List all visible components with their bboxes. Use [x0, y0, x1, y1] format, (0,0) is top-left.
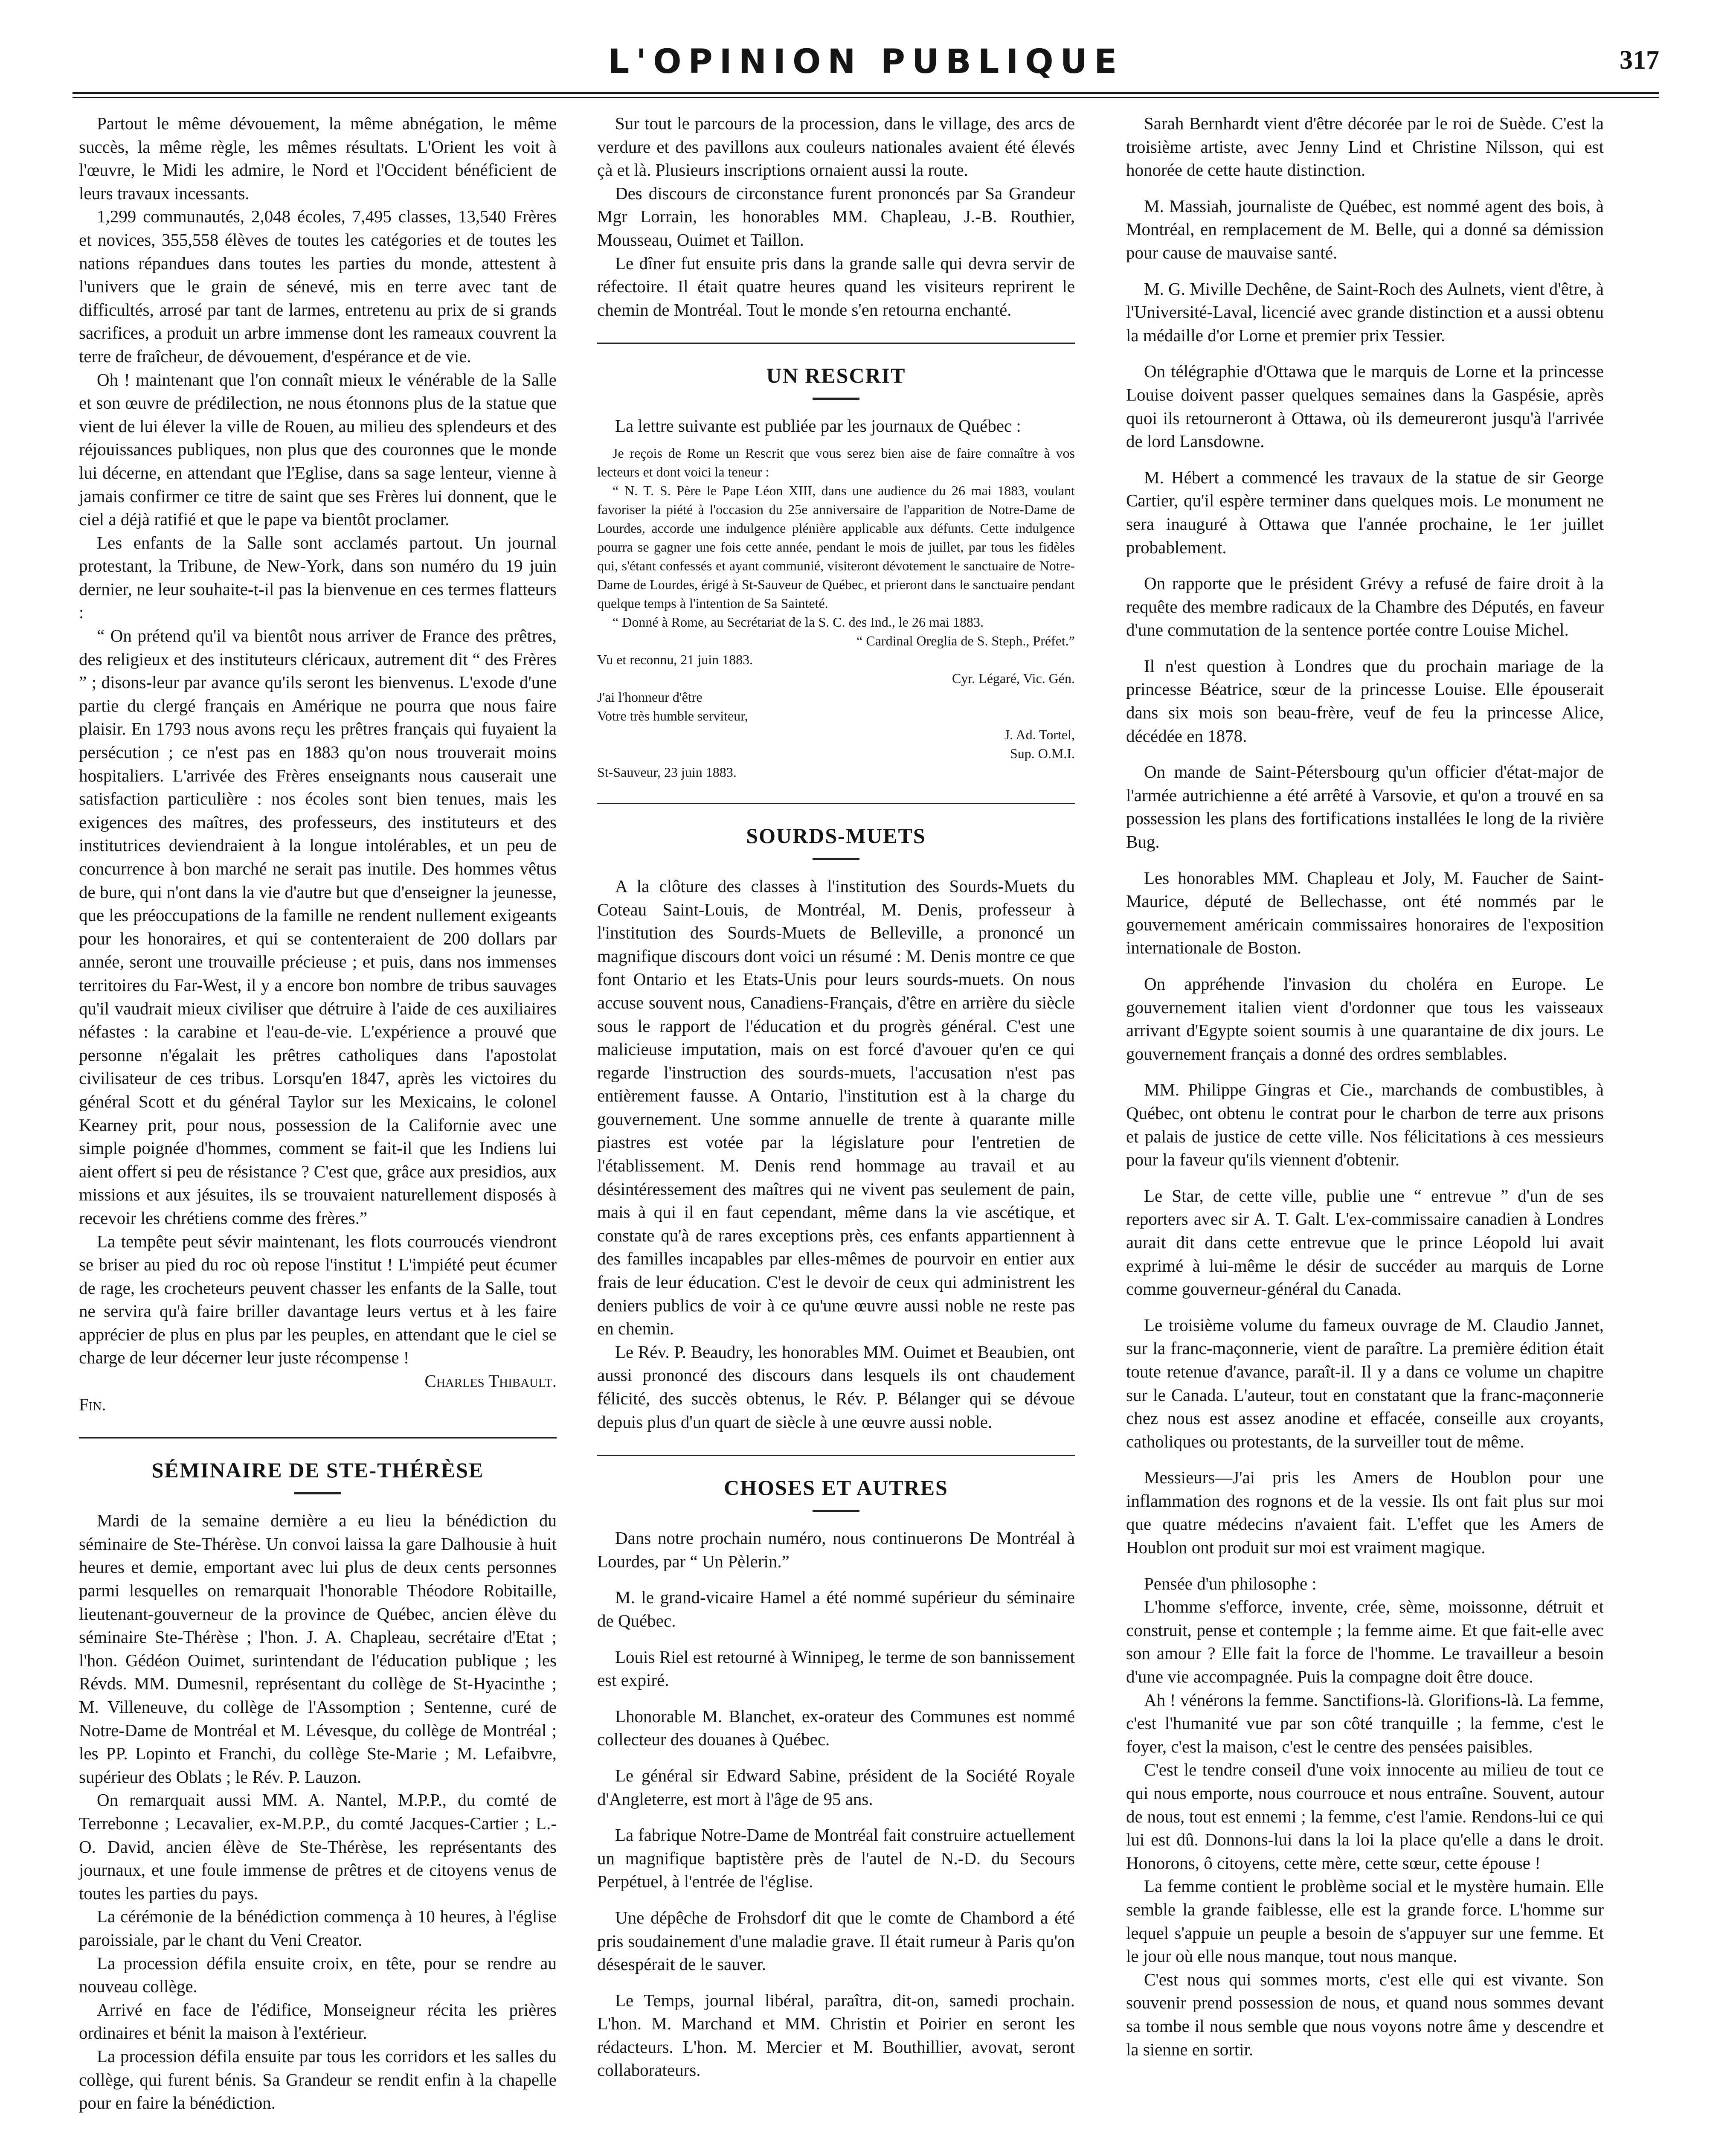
- page-number: 317: [1620, 46, 1659, 75]
- article-paragraph: Des discours de circonstance furent prononcés par Sa Grandeur Mgr Lorrain, les honorables MM. Chapleau, J.-B. Routhier, Mousseau, Ouimet et Taillon.: [597, 183, 1075, 250]
- section-title: CHOSES ET AUTRES: [724, 1476, 948, 1500]
- news-item: Une dépêche de Frohsdorf dit que le comte de Chambord a été pris soudainement d'une maladie grave. Il était rumeur à Paris qu'on désespérait de le sauver.: [597, 1907, 1075, 1974]
- news-item: Lhonorable M. Blanchet, ex-orateur des Communes est nommé collecteur des douanes à Québec.: [597, 1706, 1075, 1749]
- section-title: UN RESCRIT: [766, 363, 906, 388]
- news-item: Il n'est question à Londres que du prochain mariage de la princesse Béatrice, sœur de la princesse Louise. Elle épouserait dans six mois son beau-frère, veuf de feu la princesse Alice, décédée en 1878.: [1126, 656, 1604, 746]
- column-middle: [597, 112, 1075, 2082]
- article-paragraph: 1,299 communautés, 2,048 écoles, 7,495 classes, 13,540 Frères et novices, 355,558 élèves de toutes les catégories et de toutes les nations répandues dans toutes les parties du monde, attestent à l'univers que le grain de sénevé, mis en terre avec tant de difficultés, arrosé par tant de larmes, entretenu au prix de si grands sacrifices, a produit un arbre immense dont les rameaux couvrent la terre de fraîcheur, de dévouement, d'espérance et de vie.: [79, 206, 557, 366]
- news-item: Messieurs—J'ai pris les Amers de Houblon pour une inflammation des rognons et de la vessie. Ils ont fait plus sur moi que quatre médecins n'avaient fait. L'effet que les Amers de Houblon ont produit sur moi est vraiment magique.: [1126, 1468, 1604, 1558]
- letter-block: [597, 444, 1075, 782]
- title-underline: [813, 398, 859, 400]
- column-right: [1126, 112, 1604, 2061]
- news-item: Dans notre prochain numéro, nous continuerons De Montréal à Lourdes, par “ Un Pèlerin.”: [597, 1528, 1075, 1571]
- cardinal-signature: “ Cardinal Oreglia de S. Steph., Préfet.”: [856, 633, 1075, 648]
- title-underline: [813, 1510, 859, 1512]
- title-underline: [813, 858, 859, 860]
- article-paragraph: Sur tout le parcours de la procession, dans le village, des arcs de verdure et des pavillons aux couleurs nationales avaient été élevés çà et là. Plusieurs inscriptions ornaient aussi la route.: [597, 113, 1075, 180]
- letter-paragraph: Je reçois de Rome un Rescrit que vous serez bien aise de faire connaître à vos lecteurs et dont voici la teneur :: [597, 445, 1075, 479]
- masthead-title: L'OPINION PUBLIQUE: [608, 43, 1124, 81]
- section-rule: [597, 343, 1075, 344]
- tortel-signature: J. Ad. Tortel,: [1004, 726, 1075, 742]
- section-rule: [597, 803, 1075, 804]
- philosophy-paragraph: La femme contient le problème social et le mystère humain. Elle semble la grande faiblesse, elle est la grande force. L'homme sur lequel s'appuie un peuple a besoin de s'appuyer sur une femme. Et le jour où elle nous manque, tout nous manque.: [1126, 1876, 1604, 1966]
- column-left: [79, 112, 557, 2115]
- article-paragraph: La tempête peut sévir maintenant, les flots courroucés viendront se briser au pied du roc où repose l'institut ! L'impiété peut écumer de rage, les crocheteurs peuvent chasser les enfants de la Salle, tout ne servira qu'à faire briller davantage leurs vertus et à les faire apprécier de plus en plus par les peuples, en attendant que le ciel se charge de leur décerner leur juste récompense !: [79, 1231, 557, 1368]
- section-rescrit: [597, 343, 1075, 782]
- news-item: Sarah Bernhardt vient d'être décorée par le roi de Suède. C'est la troisième artiste, avec Jenny Lind et Christine Nilsson, qui est honorée de cette haute distinction.: [1126, 113, 1604, 180]
- article-paragraph: A la clôture des classes à l'institution des Sourds-Muets du Coteau Saint-Louis, de Montréal, M. Denis, professeur à l'institution des Sourds-Muets de Belleville, a prononcé un magnifique discours dont voici un résumé : M. Denis montre ce que font Ontario et les Etats-Unis pour leurs sourds-muets. On nous accuse souvent nous, Canadiens-Français, d'être en arrière du siècle sous le rapport de l'éducation et du progrès général. C'est une malicieuse imputation, mais on est forcé d'avouer qu'en ce qui regarde l'instruction des sourds-muets, l'accusation n'est pas entièrement fausse. A Ontario, l'institution est à la charge du gouvernement. Une somme annuelle de trente à quarante mille piastres est votée par la législature pour l'entretien de l'établissement. M. Denis rend hommage au travail et au désintéressement des maîtres qui ne vivent pas seulement de pain, mais à qui il en faut cependant, même dans la vie ascétique, et constate qu'à de rares exceptions près, ces enfants appartiennent à des familles incapables par elles-mêmes de pourvoir en entier aux frais de leur éducation. C'est le devoir de ceux qui administrent les deniers publics de voir à ce qu'une œuvre aussi noble ne reste pas en chemin.: [597, 876, 1075, 1339]
- philosophy-paragraph: L'homme s'efforce, invente, crée, sème, moissonne, détruit et construit, pense et contemple ; la femme aime. Et que fait-elle avec son amour ? Elle fait la force de l'homme. Le travailleur a besoin d'une vie accompagnée. Puis la compagne doit être douce.: [1126, 1597, 1604, 1687]
- article-paragraph: Le dîner fut ensuite pris dans la grande salle qui devra servir de réfectoire. Il était quatre heures quand les visiteurs reprirent le chemin de Montréal. Tout le monde s'en retourna enchanté.: [597, 253, 1075, 320]
- news-item: Le général sir Edward Sabine, président de la Société Royale d'Angleterre, est mort à l'âge de 95 ans.: [597, 1765, 1075, 1809]
- news-item: MM. Philippe Gingras et Cie., marchands de combustibles, à Québec, ont obtenu le contrat pour le charbon de terre aux prisons et palais de justice de cette ville. Nos félicitations à ces messieurs pour la faveur qu'ils viennent d'obtenir.: [1126, 1080, 1604, 1170]
- title-underline: [294, 1492, 341, 1494]
- news-item: M. G. Miville Dechêne, de Saint-Roch des Aulnets, vient d'être, à l'Université-Laval, licencié avec grande distinction et a aussi obtenu la médaille d'or Lorne et premier prix Tessier.: [1126, 279, 1604, 345]
- section-title: SÉMINAIRE DE STE-THÉRÈSE: [151, 1458, 484, 1482]
- header-rule-thin: [73, 97, 1659, 98]
- header-rule-thick: [73, 92, 1659, 94]
- letter-place-date: St-Sauveur, 23 juin 1883.: [597, 764, 737, 780]
- article-paragraph: La cérémonie de la bénédiction commença à 10 heures, à l'église paroissiale, par le chant du Veni Creator.: [79, 1906, 557, 1950]
- section-title: SOURDS-MUETS: [746, 823, 926, 848]
- news-item: La fabrique Notre-Dame de Montréal fait construire actuellement un magnifique baptistère près de l'autel de N.-D. du Secours Perpétuel, à l'entrée de l'église.: [597, 1825, 1075, 1892]
- article-paragraph: Mardi de la semaine dernière a eu lieu la bénédiction du séminaire de Ste-Thérèse. Un convoi laissa la gare Dalhousie à huit heures et demie, emportant avec lui plus de deux cents personnes parmi lesquelles on remarquait l'honorable Théodore Robitaille, lieutenant-gouverneur de la province de Québec, ancien élève du séminaire Ste-Thérèse ; l'hon. J. A. Chapleau, secrétaire d'Etat ; l'hon. Gédéon Ouimet, surintendant de l'éducation publique ; les Révds. MM. Dumesnil, représentant du collège de St-Hyacinthe ; M. Villeneuve, du collège de l'Assomption ; Sentenne, curé de Notre-Dame de Montréal et M. Lévesque, du collège de Montréal ; les PP. Lopinto et Franchi, du collège Ste-Marie ; M. Lefaibvre, supérieur des Oblats ; le Rév. P. Lauzon.: [79, 1511, 557, 1787]
- section-sourds-muets: [597, 803, 1075, 1433]
- article-paragraph: Le Rév. P. Beaudry, les honorables MM. Ouimet et Beaubien, ont aussi prononcé des discours dans lesquels ils ont chaudement félicité, des succès obtenus, le Rév. P. Bélanger qui se dévoue depuis plus d'un quart de siècle à une œuvre aussi noble.: [597, 1342, 1075, 1432]
- news-item: Louis Riel est retourné à Winnipeg, le terme de son bannissement est expiré.: [597, 1647, 1075, 1690]
- page-header: [73, 43, 1659, 90]
- article-quote: “ On prétend qu'il va bientôt nous arriver de France des prêtres, des religieux et des instituteurs cléricaux, autrement dit “ des Frères ” ; disons-leur par avance qu'ils seront les bienvenus. L'exode d'une partie du clergé français en Amérique ne pourra que nous faire plaisir. En 1793 nous avons reçu les prêtres français qui fuyaient la persécution ; ce n'est pas en 1883 qu'on nous trouverait moins hospitaliers. L'arrivée des Frères enseignants nous causerait une satisfaction particulière : nos écoles sont bien tenues, mais les exigences des maîtres, des professeurs, des instituteurs et des institutrices deviendraient à la longue intolérables, et un peu de concurrence à bon marché ne serait pas inutile. Des hommes vêtus de bure, qui n'ont dans la vie d'autre but que d'enseigner la jeunesse, que les préoccupations de la famille ne rendent nullement exigeants pour les honoraires, et qui se contenteraient de 200 dollars par année, seront une trouvaille précieuse ; et puis, dans nos immenses territoires du Far-West, il y a encore bon nombre de tribus sauvages qu'il vaudrait mieux civiliser que détruire à l'aide de ces auxiliaires néfastes : la carabine et l'eau-de-vie. L'expérience a prouvé que personne n'égalait les prêtres catholiques dans l'apostolat civilisateur de ces tribus. Lorsqu'en 1847, après les victoires du général Scott et du général Taylor sur les Mexicains, le colonel Kearney prit, pour nous, possession de la Californie avec une simple poignée d'hommes, comment se fait-il que les Indiens lui aient offert si peu de résistance ? C'est que, grâce aux presidios, aux missions et aux jésuites, ils se trouvaient naturellement disposés à recevoir les chrétiens comme des frères.”: [79, 626, 557, 1228]
- section-rule: [79, 1437, 557, 1438]
- article-end: Fin.: [79, 1394, 106, 1414]
- article-paragraph: La lettre suivante est publiée par les journaux de Québec :: [615, 416, 1021, 436]
- news-item: M. Massiah, journaliste de Québec, est nommé agent des bois, à Montréal, en remplacement de M. Belle, qui a donné sa démission pour cause de mauvaise santé.: [1126, 196, 1604, 262]
- article-paragraph: La procession défila ensuite croix, en tête, pour se rendre au nouveau collège.: [79, 1953, 557, 1996]
- news-item: Le Star, de cette ville, publie une “ entrevue ” d'un de ses reporters avec sir A. T. Galt. L'ex-commissaire canadien à Londres aurait dit dans cette entrevue que le prince Léopold lui avait exprimé à lui-même le désir de succéder au marquis de Lorne comme gouverneur-général du Canada.: [1126, 1186, 1604, 1299]
- article-paragraph: Oh ! maintenant que l'on connaît mieux le vénérable de la Salle et son œuvre de prédilection, ne nous étonnons plus de la statue que vient de lui élever la ville de Rouen, au milieu des splendeurs et des réjouissances publiques, non plus que des couronnes que le monde lui décerne, en attendant que l'Eglise, dans sa sage lenteur, vienne à jamais confirmer ce titre de saint que ses Frères lui donnent, que le ciel a déjà ratifié et que le pape va bientôt proclamer.: [79, 369, 557, 529]
- article-paragraph: Les enfants de la Salle sont acclamés partout. Un journal protestant, la Tribune, de New-York, dans son numéro du 19 juin dernier, ne leur souhaite-t-il pas la bienvenue en ces termes flatteurs :: [79, 532, 557, 622]
- letter-quote: “ N. T. S. Père le Pape Léon XIII, dans une audience du 26 mai 1883, voulant favoriser la piété à l'occasion du 25e anniversaire de l'apparition de Notre-Dame de Lourdes, accorde une indulgence plénière applicable aux défunts. Cette indulgence pourra se gagner une fois cette année, pendant le mois de juillet, par tous les fidèles qui, s'étant confessés et ayant communié, visiteront dévotement le sanctuaire de Notre-Dame de Lourdes, érigé à St-Sauveur de Québec, et prieront dans le sanctuaire pendant quelque temps à l'intention de Sa Sainteté.: [597, 482, 1075, 611]
- article-paragraph: Partout le même dévouement, la même abnégation, le même succès, la même règle, les mêmes résultats. L'Orient les voit à l'œuvre, le Midi les admire, le Nord et l'Occident bénéficient de leurs travaux incessants.: [79, 113, 557, 203]
- section-choses-et-autres: [597, 1455, 1075, 2082]
- section-seminaire: [79, 1437, 557, 2114]
- news-item: M. Hébert a commencé les travaux de la statue de sir George Cartier, qu'il espère terminer dans quelques mois. Le monument ne sera inauguré à Ottawa que l'année prochaine, le 1er juillet probablement.: [1126, 467, 1604, 557]
- letter-seen: Vu et reconnu, 21 juin 1883.: [597, 651, 753, 667]
- section-rule: [597, 1455, 1075, 1456]
- closing-line: J'ai l'honneur d'être: [597, 689, 703, 705]
- tortel-title: Sup. O.M.I.: [1010, 745, 1075, 761]
- philosophy-paragraph: C'est le tendre conseil d'une voix innocente au milieu de tout ce qui nous emporte, nous courrouce et nous entraîne. Souvent, autour de nous, tout est ennemi ; la femme, c'est l'amie. Rendons-lui ce qui lui est dû. Donnons-lui dans la loi la place qu'elle a dans le droit. Honorons, ô citoyens, cette mère, cette sœur, cette épouse !: [1126, 1760, 1604, 1873]
- news-item: On appréhende l'invasion du choléra en Europe. Le gouvernement italien vient d'ordonner que tous les vaisseaux arrivant d'Egypte soient soumis à une quarantaine de dix jours. Le gouvernement français a donné des ordres semblables.: [1126, 974, 1604, 1064]
- news-item: Le Temps, journal libéral, paraîtra, dit-on, samedi prochain. L'hon. M. Marchand et MM. Christin et Poirier en seront les rédacteurs. L'hon. M. Mercier et M. Bouthillier, avovat, seront collaborateurs.: [597, 1990, 1075, 2080]
- letter-given: “ Donné à Rome, au Secrétariat de la S. C. des Ind., le 26 mai 1883.: [613, 614, 984, 630]
- philosophy-paragraph: Ah ! vénérons la femme. Sanctifions-là. Glorifions-là. La femme, c'est l'humanité vue par son côté tranquille ; la femme, c'est le foyer, c'est la maison, c'est le centre des pensées paisibles.: [1126, 1690, 1604, 1756]
- news-item: M. le grand-vicaire Hamel a été nommé supérieur du séminaire de Québec.: [597, 1587, 1075, 1630]
- news-item: On mande de Saint-Pétersbourg qu'un officier d'état-major de l'armée autrichienne a été arrêté à Varsovie, et qu'on a trouvé en sa possession les plans des fortifications installées le long de la rivière Bug.: [1126, 762, 1604, 852]
- closing-line: Votre très humble serviteur,: [597, 708, 748, 724]
- philosophy-heading: Pensée d'un philosophe :: [1144, 1573, 1317, 1593]
- article-paragraph: Arrivé en face de l'édifice, Monseigneur récita les prières ordinaires et bénit la maison à l'extérieur.: [79, 1999, 557, 2043]
- vicar-signature: Cyr. Légaré, Vic. Gén.: [952, 670, 1075, 686]
- author-signature: Charles Thibault.: [424, 1371, 557, 1391]
- news-item: Les honorables MM. Chapleau et Joly, M. Faucher de Saint-Maurice, député de Bellechasse, ont été nommés par le gouvernement américain commissaires honoraires de l'exposition internationale de Boston.: [1126, 868, 1604, 958]
- article-paragraph: On remarquait aussi MM. A. Nantel, M.P.P., du comté de Terrebonne ; Lecavalier, ex-M.P.P., du comté Jacques-Cartier ; L.-O. David, ancien élève de Ste-Thérèse, les représentants des journaux, et une foule immense de prêtres et de citoyens venus de toutes les parties du pays.: [79, 1790, 557, 1903]
- news-item: Le troisième volume du fameux ouvrage de M. Claudio Jannet, sur la franc-maçonnerie, vient de paraître. La première édition était toute retenue d'avance, paraît-il. Il y a dans ce volume un chapitre sur le Canada. L'auteur, tout en constatant que la franc-maçonnerie chez nous est assez anodine et effacée, conseille aux croyants, catholiques ou protestants, de la surveiller tout de même.: [1126, 1315, 1604, 1451]
- news-item: On rapporte que le président Grévy a refusé de faire droit à la requête des membre radicaux de la Chambre des Députés, en faveur d'une commutation de la sentence portée contre Louise Michel.: [1126, 573, 1604, 640]
- news-item: On télégraphie d'Ottawa que le marquis de Lorne et la princesse Louise doivent passer quelques semaines dans la Gaspésie, après quoi ils retourneront à Ottawa, où ils demeureront jusqu'à l'arrivée de lord Lansdowne.: [1126, 361, 1604, 451]
- philosophy-paragraph: C'est nous qui sommes morts, c'est elle qui est vivante. Son souvenir prend possession de nous, et quand nous sommes devant sa tombe il nous semble que nous voyons notre âme y descendre et la sienne en sortir.: [1126, 1969, 1604, 2059]
- article-paragraph: La procession défila ensuite par tous les corridors et les salles du collège, qui furent bénis. Sa Grandeur se rendit enfin à la chapelle pour en faire la bénédiction.: [79, 2046, 557, 2113]
